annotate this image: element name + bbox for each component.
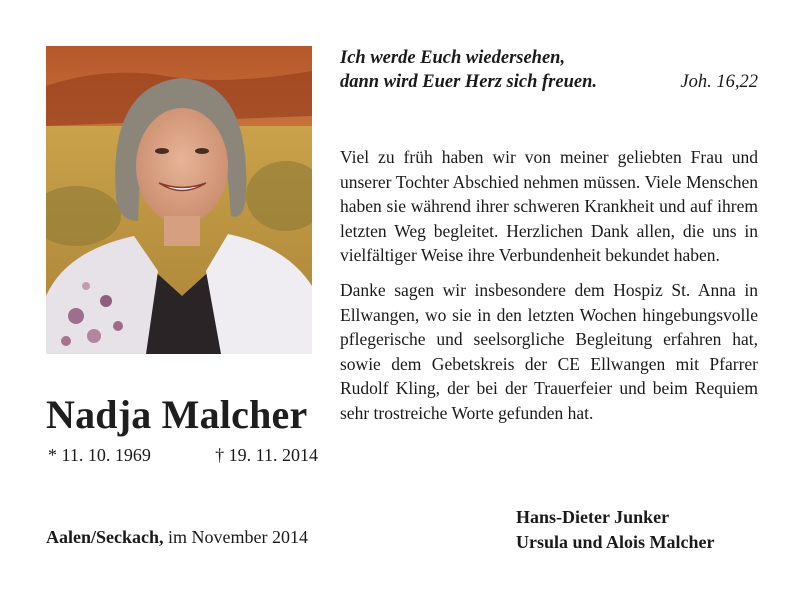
quote-text-2: dann wird Euer Herz sich freuen. [340,72,597,92]
portrait-illustration [46,46,312,354]
death-date: † 19. 11. 2014 [215,445,318,465]
place-and-date [46,528,308,546]
thank-you-text [340,145,758,436]
birth-date: * 11. 10. 1969 [48,445,151,465]
signatories [516,505,715,555]
bible-quote [340,46,758,94]
paragraph-1: Viel zu früh haben wir von meiner geliebten Frau und unserer Tochter Abschied nehmen müssen. Viele Menschen haben sie während ihrer schweren Krankheit und auf ihrem letzten Weg begleitet. Herzlichen Dank allen, die uns in vielfältiger Weise ihre Verbundenheit bekundet haben. [340,147,758,266]
quote-reference: Joh. 16,22 [680,72,758,92]
date-text: im November 2014 [168,527,308,547]
deceased-name: Nadja Malcher [46,392,308,437]
signer-2: Ursula und Alois Malcher [516,532,715,552]
signer-1: Hans-Dieter Junker [516,507,670,527]
portrait-photo [46,46,312,354]
place: Aalen/Seckach, [46,527,164,547]
paragraph-2: Danke sagen wir insbesondere dem Hospiz St. Anna in Ellwangen, wo sie in den letzten Wochen hingebungsvolle pflegerische und seelsorgliche Begleitung erfahren hat, sowie dem Gebetskreis der CE Ellwangen mit Pfarrer Rudolf Kling, der bei der Trauerfeier und beim Requiem sehr trostreiche Worte gefunden hat. [340,279,758,423]
quote-line-2 [340,70,758,94]
quote-text-1: Ich werde Euch wiedersehen, [340,48,566,68]
life-dates [48,446,318,464]
quote-line-1 [340,46,758,70]
